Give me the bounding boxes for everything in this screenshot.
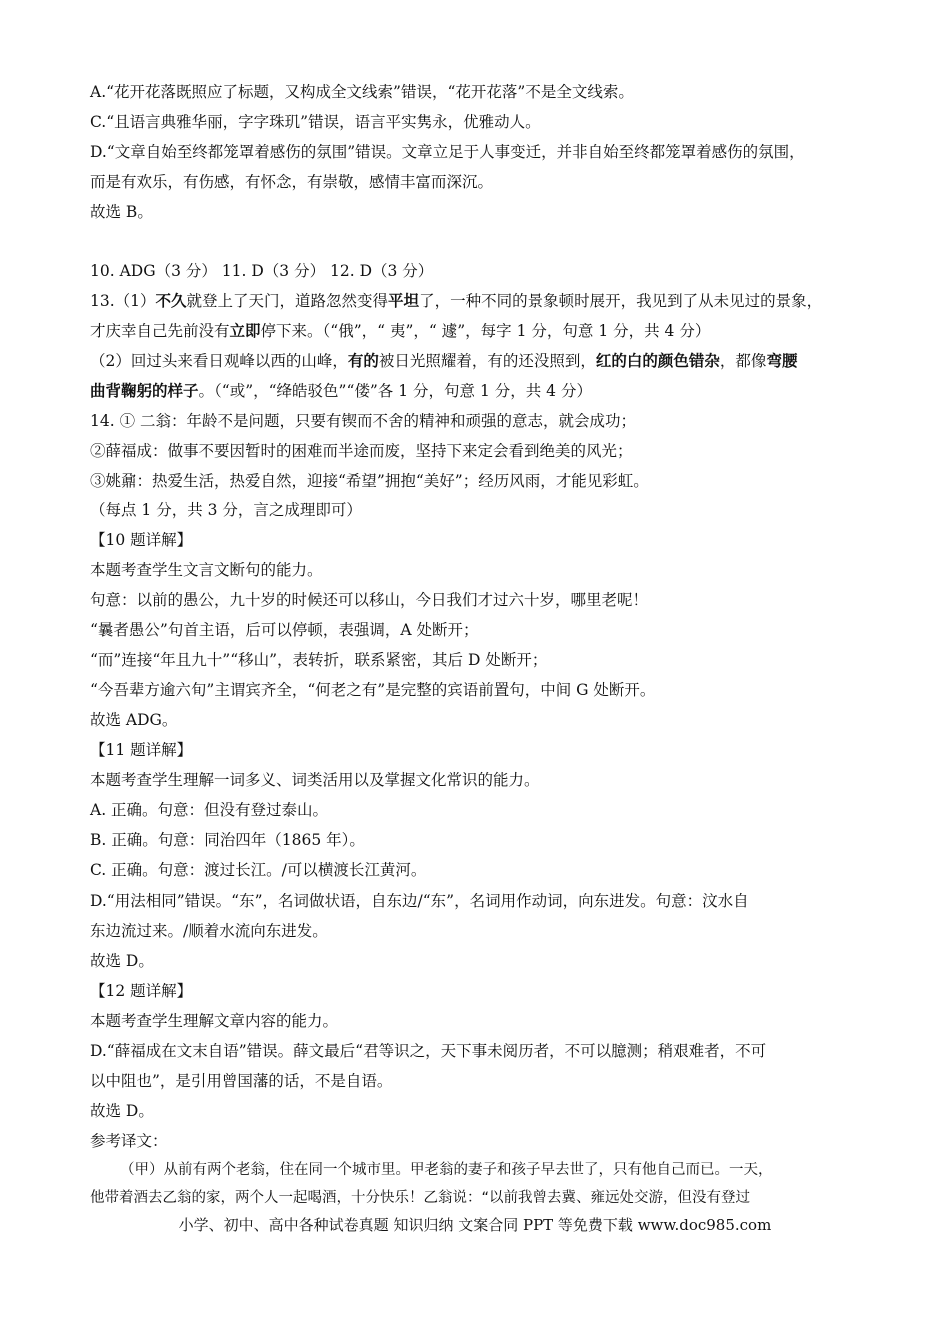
q13-line-4: 曲背鞠躬的样子。（“或”，“绛皓驳色”“偻”各 1 分，句意 1 分，共 4 分）	[90, 382, 592, 400]
text-line: 本题考查学生理解一词多义、词类活用以及掌握文化常识的能力。	[90, 771, 540, 789]
section-heading: 【10 题详解】	[90, 531, 193, 549]
text-line: 故选 D。	[90, 952, 154, 970]
text-line: D.“用法相同”错误。“东”，名词做状语，自东边/“东”，名词用作动词，向东进发。句意：汶水自	[90, 892, 749, 910]
text-line: 14. ① 二翁：年龄不是问题，只要有锲而不舍的精神和顽强的意志，就会成功；	[90, 412, 637, 430]
text-line: 本题考查学生理解文章内容的能力。	[90, 1012, 339, 1030]
text-line: 故选 ADG。	[90, 711, 178, 729]
text-line: 而是有欢乐，有伤感，有怀念，有崇敬，感情丰富而深沉。	[90, 173, 494, 191]
text-line: “而”连接“年且九十”“移山”，表转折，联系紧密，其后 D 处断开；	[90, 651, 548, 669]
text-line: ②薛福成：做事不要因暂时的困难而半途而废，坚持下来定会看到绝美的风光；	[90, 442, 633, 460]
translation-line-2: 他带着酒去乙翁的家，两个人一起喝酒，十分快乐！乙翁说：“以前我曾去冀、雍远处交游，但没有登过	[90, 1190, 751, 1206]
text-line: D.“薛福成在文末自语”错误。薛文最后“君等识之，天下事未阅历者，不可以臆测；稍艰难者，不可	[90, 1042, 767, 1060]
q13-line-1: 13.（1）不久就登上了天门，道路忽然变得平坦了，一种不同的景象顿时展开，我见到了从未见过的景象，	[90, 292, 823, 310]
text-line: A.“花开花落既照应了标题，又构成全文线索”错误，“花开花落”不是全文线索。	[90, 83, 634, 101]
text-line: 以中阻也”，是引用曾国藩的话，不是自语。	[90, 1072, 393, 1090]
section-heading: 【12 题详解】	[90, 982, 193, 1000]
text-line: ③姚鼐：热爱生活，热爱自然，迎接“希望”拥抱“美好”；经历风雨，才能见彩虹。	[90, 472, 649, 490]
text-line: C.“且语言典雅华丽，字字珠玑”错误，语言平实隽永，优雅动人。	[90, 113, 541, 131]
answer-summary: 10. ADG（3 分） 11. D（3 分） 12. D（3 分）	[90, 262, 434, 280]
text-line: B. 正确。句意：同治四年（1865 年）。	[90, 831, 365, 849]
q13-line-2: 才庆幸自己先前没有立即停下来。（“俄”，“ 夷”，“ 遽”，每字 1 分，句意 1 分，共 4 分）	[90, 322, 711, 340]
page-footer: 小学、初中、高中各种试卷真题 知识归纳 文案合同 PPT 等免费下载 www.doc985.com	[178, 1216, 772, 1234]
text-line: 故选 B。	[90, 203, 153, 221]
text-line: A. 正确。句意：但没有登过泰山。	[90, 801, 329, 819]
section-heading: 【11 题详解】	[90, 741, 193, 759]
text-line: 参考译文：	[90, 1132, 168, 1150]
text-line: “曩者愚公”句首主语，后可以停顿，表强调，A 处断开；	[90, 621, 479, 639]
q13-line-3: （2）回过头来看日观峰以西的山峰，有的被日光照耀着，有的还没照到，红的白的颜色错杂，都像弯腰	[90, 352, 798, 370]
text-line: 句意：以前的愚公，九十岁的时候还可以移山，今日我们才过六十岁，哪里老呢！	[90, 591, 649, 609]
text-line: D.“文章自始至终都笼罩着感伤的氛围”错误。文章立足于人事变迁，并非自始至终都笼罩着感伤的氛围，	[90, 143, 805, 161]
text-line: 东边流过来。/顺着水流向东进发。	[90, 922, 328, 940]
text-line: 本题考查学生文言文断句的能力。	[90, 561, 323, 579]
text-line: “今吾辈方逾六旬”主谓宾齐全，“何老之有”是完整的宾语前置句，中间 G 处断开。	[90, 681, 656, 699]
text-line: （每点 1 分，共 3 分，言之成理即可）	[90, 501, 362, 519]
text-line: 故选 D。	[90, 1102, 154, 1120]
translation-line-1: （甲）从前有两个老翁，住在同一个城市里。甲老翁的妻子和孩子早去世了，只有他自己而已。一天，	[120, 1162, 773, 1178]
text-line: C. 正确。句意：渡过长江。/可以横渡长江黄河。	[90, 861, 427, 879]
